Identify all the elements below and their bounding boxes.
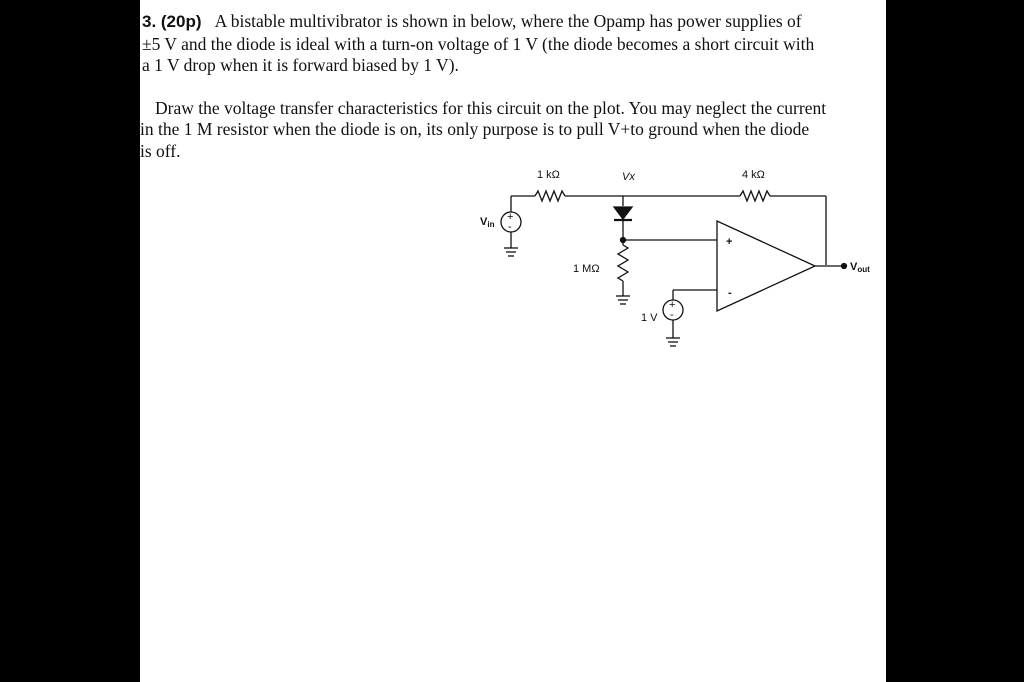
vin-plus-mark: + — [507, 211, 514, 223]
circuit-diagram — [140, 0, 886, 682]
document-page — [140, 0, 886, 682]
plus-input-label: + — [726, 236, 733, 248]
r3-label: 1 MΩ — [573, 263, 600, 275]
instruction-line-2: in the 1 M resistor when the diode is on, its only purpose is to pull V+to ground when the diode — [140, 119, 810, 139]
vref-minus-mark: - — [670, 309, 674, 321]
vx-label: Vx — [622, 171, 635, 183]
vref-plus-mark: + — [669, 299, 676, 311]
question-line-2: ±5 V and the diode is ideal with a turn-on voltage of 1 V (the diode becomes a short circuit with — [142, 34, 815, 54]
minus-input-label: - — [728, 287, 732, 299]
vin-label: Vin — [480, 216, 495, 229]
vref-label: 1 V — [641, 312, 658, 324]
node-vout — [842, 264, 847, 269]
r2-label: 4 kΩ — [742, 169, 765, 181]
resistor-4k — [740, 191, 770, 201]
vin-minus-mark: - — [508, 221, 512, 233]
r1-label: 1 kΩ — [537, 169, 560, 181]
question-text-1: A bistable multivibrator is shown in below, where the Opamp has power supplies of — [214, 11, 802, 31]
question-line-3: a 1 V drop when it is forward biased by 1 V). — [142, 55, 459, 75]
question-number: 3. (20p) — [142, 12, 202, 31]
resistor-1k — [535, 191, 565, 201]
instruction-line-3: is off. — [140, 141, 181, 161]
resistor-1m — [618, 245, 628, 281]
instruction-line-1: Draw the voltage transfer characteristics for this circuit on the plot. You may neglect the current — [155, 98, 827, 118]
vout-label: Vout — [850, 261, 870, 274]
diode-body — [614, 207, 632, 219]
opamp-triangle — [717, 221, 815, 311]
